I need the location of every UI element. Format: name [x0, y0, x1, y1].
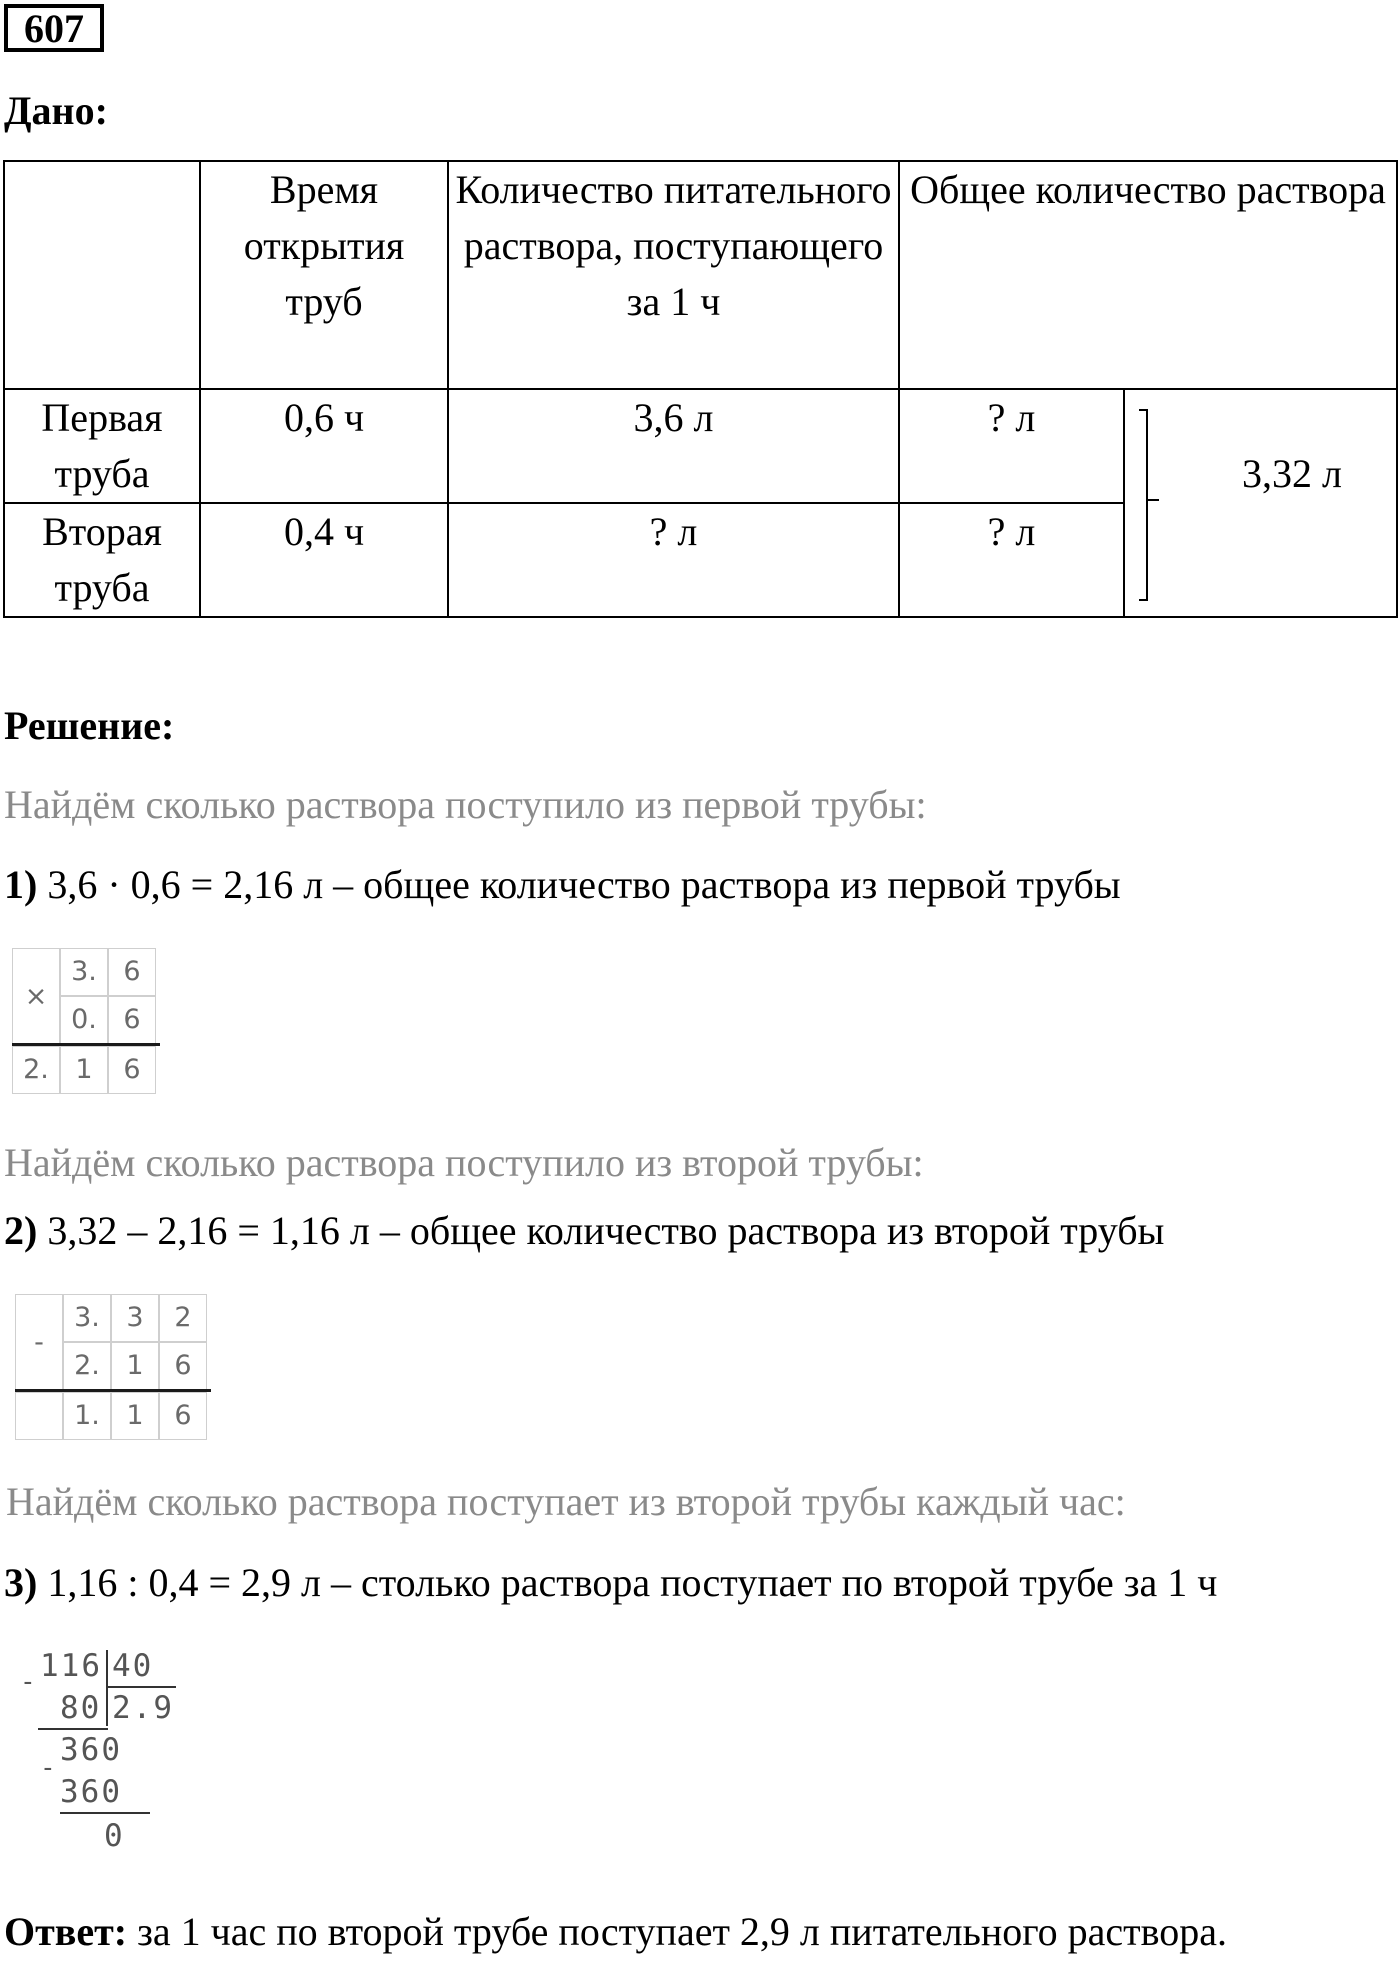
subtraction-line [38, 1728, 108, 1730]
row-rate: ? л [448, 503, 899, 617]
table-header-total: Общее количество раствора [899, 161, 1397, 389]
multiplication-sign: × [12, 948, 60, 1044]
row-total: ? л [899, 389, 1124, 503]
minus-sign: - [40, 1753, 58, 1783]
step-number: 3) [4, 1560, 38, 1605]
calc-cell [15, 1392, 63, 1440]
step-hint: Найдём сколько раствора поступает из второй трубы каждый час: [6, 1479, 1126, 1524]
quotient: 2.9 [112, 1690, 174, 1726]
row-time: 0,6 ч [200, 389, 448, 503]
calc-cell: 1 [111, 1392, 159, 1440]
row-rate: 3,6 л [448, 389, 899, 503]
calc-cell: 0. [60, 996, 108, 1044]
calc-cell: 6 [108, 948, 156, 996]
brace-icon [1137, 408, 1165, 602]
division-quotient-line [106, 1686, 176, 1688]
calc-cell: 1 [60, 1046, 108, 1094]
table-header-rate: Количество питательного раствора, поступающего за 1 ч [448, 161, 899, 389]
step-line [4, 1208, 1164, 1254]
step-hint: Найдём сколько раствора поступило из второй трубы: [4, 1140, 924, 1185]
answer-label: Ответ: [4, 1909, 128, 1954]
step-text: 3,32 – 2,16 = 1,16 л – общее количество раствора из второй трубы [47, 1208, 1165, 1253]
calc-cell: 1. [63, 1392, 111, 1440]
step-line [4, 1560, 1217, 1606]
final-remainder: 0 [104, 1818, 125, 1854]
given-table [3, 160, 1398, 618]
dividend: 116 [40, 1648, 102, 1684]
subtraction-line [60, 1812, 150, 1814]
table-header-row [4, 161, 1397, 389]
combined-total: 3,32 л [1242, 451, 1342, 496]
answer-text: за 1 час по второй трубе поступает 2,9 л питательного раствора. [127, 1909, 1227, 1954]
step-text: 1,16 : 0,4 = 2,9 л – столько раствора поступает по второй трубе за 1 ч [47, 1560, 1218, 1605]
subtrahend: 360 [60, 1774, 122, 1810]
row-name: Первая труба [4, 389, 200, 503]
subtrahend: 80 [60, 1690, 102, 1726]
answer-line [4, 1909, 1227, 1955]
division-vertical-line [106, 1650, 108, 1726]
step-hint: Найдём сколько раствора поступило из первой трубы: [4, 782, 927, 827]
calc-cell: 3. [63, 1294, 111, 1342]
table-header-time: Время открытия труб [200, 161, 448, 389]
calc-cell: 3. [60, 948, 108, 996]
divisor: 40 [112, 1648, 154, 1684]
problem-number: 607 [4, 4, 104, 52]
row-time: 0,4 ч [200, 503, 448, 617]
row-name: Вторая труба [4, 503, 200, 617]
given-heading: Дано: [4, 88, 108, 133]
remainder: 360 [60, 1732, 122, 1768]
calc-cell: 6 [159, 1392, 207, 1440]
step-text: 3,6 · 0,6 = 2,16 л – общее количество раствора из первой трубы [47, 862, 1121, 907]
minus-sign: - [20, 1667, 38, 1697]
calc-cell: 2. [63, 1342, 111, 1390]
calc-cell: 6 [108, 1046, 156, 1094]
table-header-empty [4, 161, 200, 389]
step-number: 2) [4, 1208, 38, 1253]
calc-cell: 2 [159, 1294, 207, 1342]
subtraction-sign: - [15, 1294, 63, 1390]
division-block [20, 1648, 200, 1868]
table-row [4, 389, 1397, 503]
calc-cell: 2. [12, 1046, 60, 1094]
row-total: ? л [899, 503, 1124, 617]
calc-cell: 6 [108, 996, 156, 1044]
step-line [4, 862, 1121, 908]
step-number: 1) [4, 862, 38, 907]
combined-total-cell [1124, 389, 1397, 617]
calc-cell: 6 [159, 1342, 207, 1390]
calc-cell: 1 [111, 1342, 159, 1390]
solution-heading: Решение: [4, 703, 175, 748]
calc-cell: 3 [111, 1294, 159, 1342]
